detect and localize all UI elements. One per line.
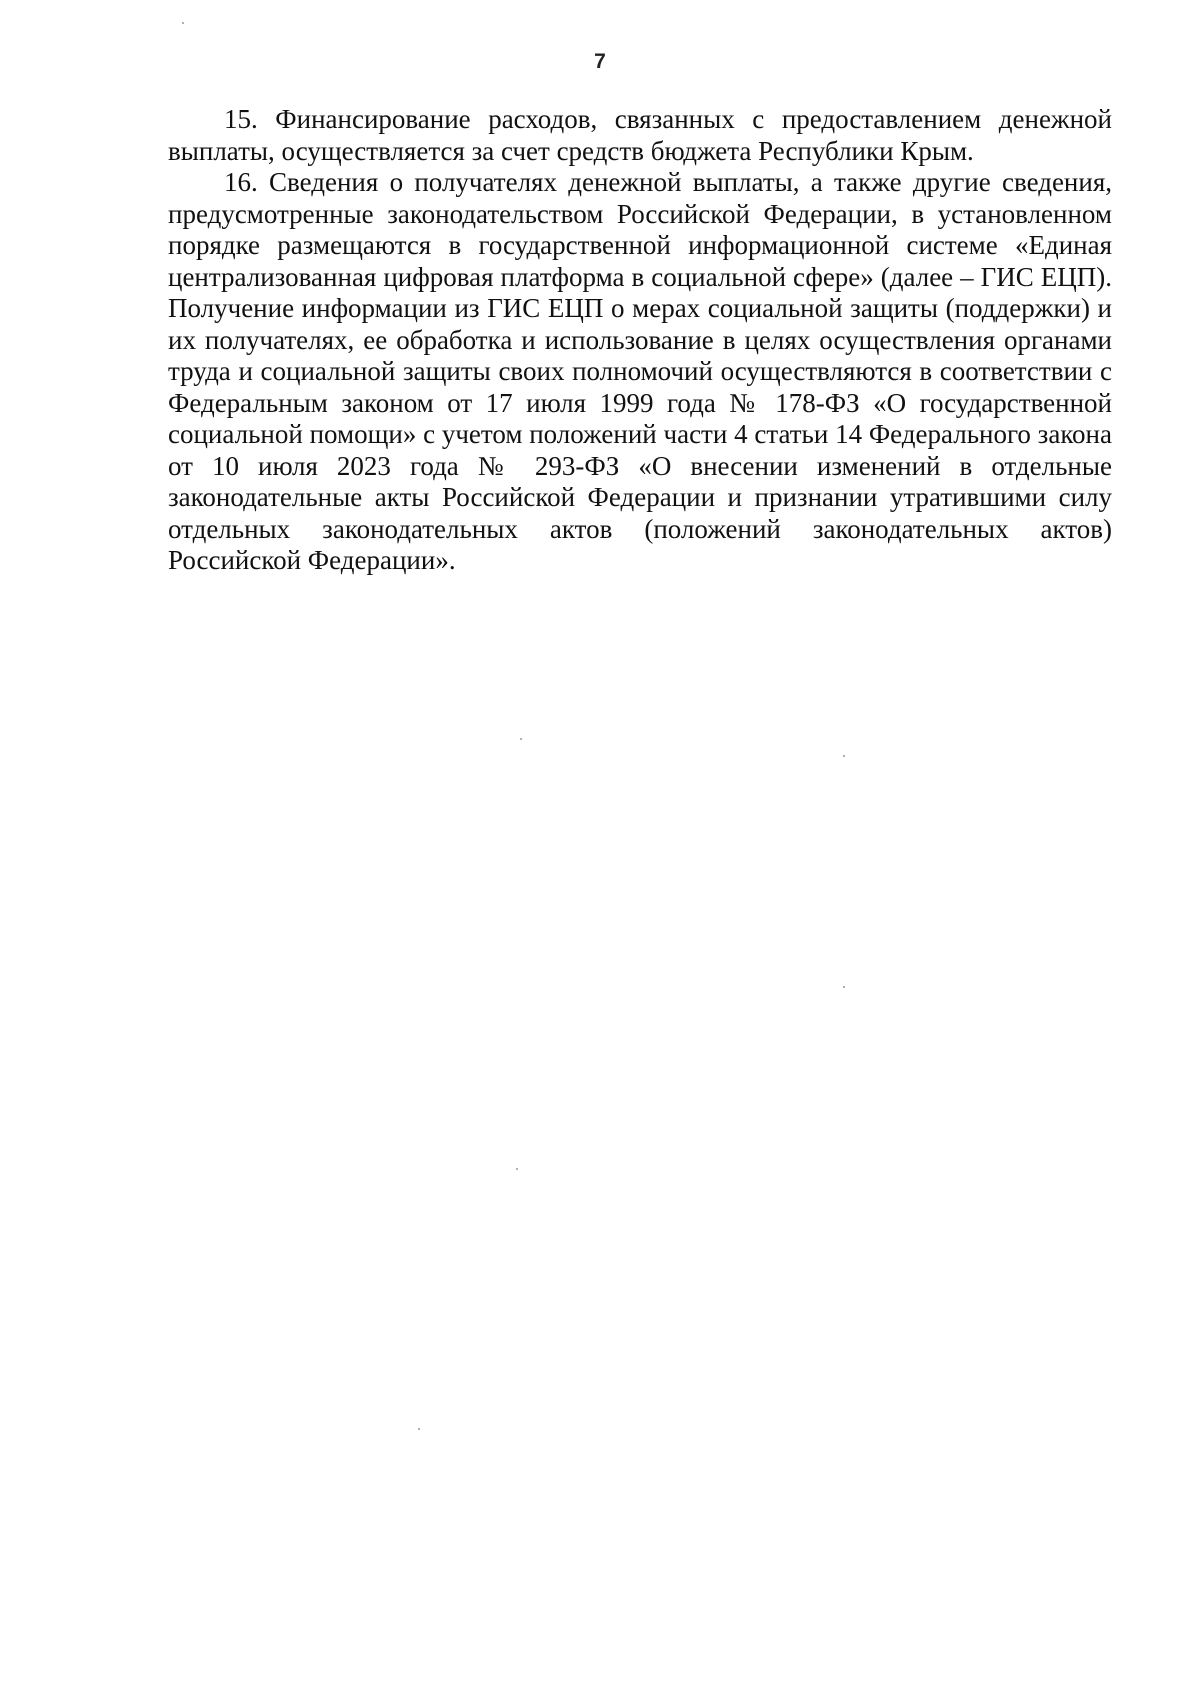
scan-speck (843, 755, 845, 757)
page-number: 7 (594, 50, 606, 73)
scan-speck (843, 986, 845, 988)
paragraph-15: 15. Финансирование расходов, связанных с предоставлением денежной выплаты, осуществляется за счет средств бюджета Республики Крым. (168, 104, 1112, 166)
paragraph-16: 16. Сведения о получателях денежной выплаты, а также другие сведения, предусмотренные законодательством Российской Федерации, в установленном порядке размещаются в государственной информационной системе «Единая централизованная цифровая платформа в социальной сфере» (далее – ГИС ЕЦП). Получение информации из ГИС ЕЦП о мерах социальной защиты (поддержки) и их получателях, ее обработка и использование в целях осуществления органами труда и социальной защиты своих полномочий осуществляются в соответствии с Федеральным законом от 17 июля 1999 года № 178-ФЗ «О государственной социальной помощи» с учетом положений части 4 статьи 14 Федерального закона от 10 июля 2023 года № 293-ФЗ «О внесении изменений в отдельные законодательные акты Российской Федерации и признании утратившими силу отдельных законодательных актов (положений законодательных актов) Российской Федерации». (168, 167, 1112, 575)
scan-speck (516, 1168, 518, 1170)
scan-speck (520, 738, 522, 740)
scan-speck (418, 1428, 420, 1430)
scan-speck (182, 22, 184, 24)
document-body (168, 104, 1112, 577)
